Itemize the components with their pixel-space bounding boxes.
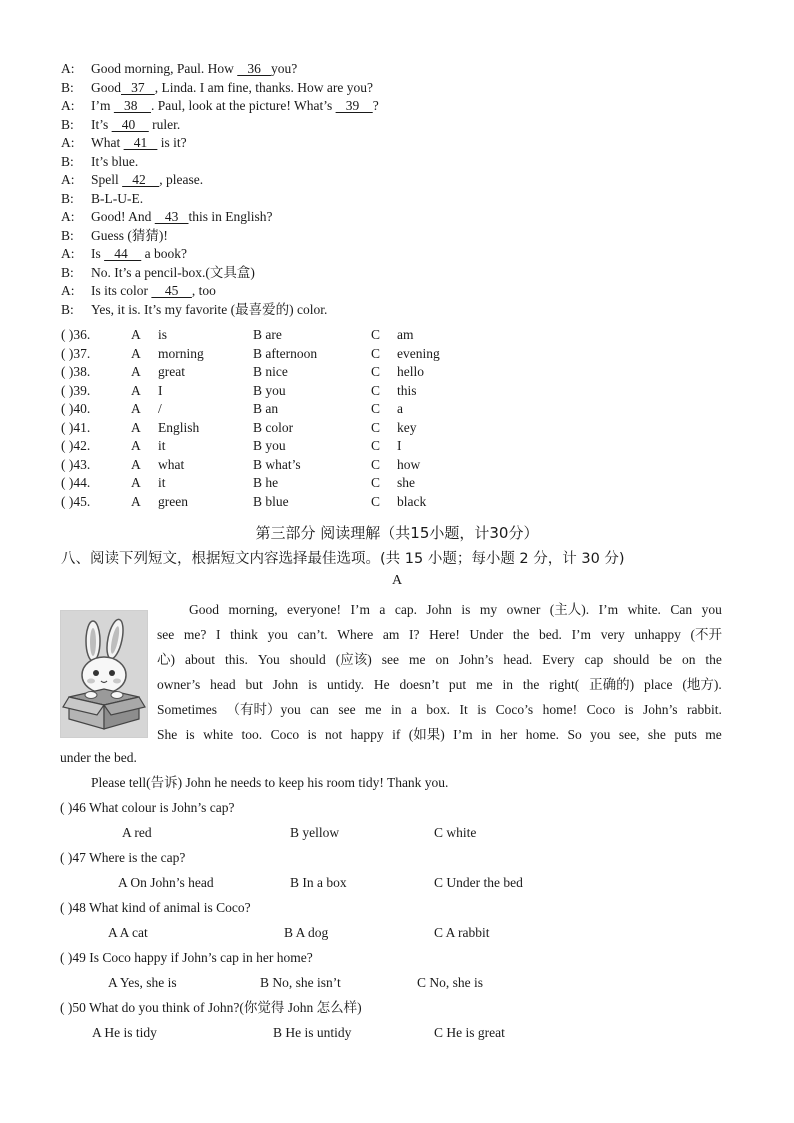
- passage-word: He: [373, 677, 390, 692]
- passage-word: Coco: [270, 727, 300, 742]
- answer-blank: 42: [122, 172, 160, 187]
- speaker-label: B:: [61, 301, 74, 317]
- dialogue-text: Good! And: [91, 209, 155, 224]
- dialogue-text: a book?: [141, 246, 187, 261]
- answer-blank: 45: [151, 283, 192, 298]
- passage-word: owner: [506, 602, 541, 617]
- passage-word: see: [157, 627, 175, 642]
- passage-word: me?: [183, 627, 207, 642]
- passage-word: home!: [542, 702, 578, 717]
- passage-word: John: [272, 677, 299, 692]
- dialogue-text: No. It’s a pencil-box.(文具盒): [91, 264, 255, 280]
- dialogue-text: ruler.: [148, 116, 181, 132]
- passage-word: (地方).: [682, 677, 722, 692]
- option-row: [61, 493, 741, 512]
- answer-option-b: B yellow: [290, 825, 340, 840]
- passage-word: Coco’s: [495, 702, 534, 717]
- passage-word: 正确的): [589, 677, 635, 692]
- dialogue-line: [61, 227, 741, 246]
- dialogue-line: [61, 208, 741, 227]
- dialogue-text: Is its color: [91, 283, 152, 298]
- option-row: [61, 326, 741, 345]
- passage-word: is: [308, 677, 318, 692]
- speaker-label: A:: [61, 209, 75, 224]
- passage-word: John’s: [643, 702, 678, 717]
- option-b: B nice: [253, 364, 288, 379]
- option-b: B what’s: [253, 456, 301, 472]
- dialogue-text: Yes, it is. It’s my favorite (最喜爱的) color.: [91, 301, 328, 317]
- option-a-letter: A: [131, 401, 141, 416]
- speaker-label: A:: [61, 172, 75, 187]
- passage-word: a: [410, 702, 417, 717]
- option-c-text: evening: [397, 345, 440, 361]
- question-stem: ( )49 Is Coco happy if John’s cap in her home?: [60, 950, 313, 965]
- option-row: [61, 345, 741, 364]
- option-c-letter: C: [371, 438, 381, 453]
- passage-word: puts: [674, 727, 697, 742]
- option-a-text: it: [158, 438, 166, 453]
- passage-word: everyone!: [287, 602, 341, 617]
- dialogue-text: , too: [191, 283, 216, 298]
- section-title: 第三部分 阅读理解（共15小题，计30分）: [255, 524, 539, 542]
- passage-word: think: [230, 627, 258, 642]
- dialogue-text: Spell: [91, 172, 123, 187]
- passage-word: her: [500, 727, 518, 742]
- option-a-letter: A: [131, 438, 141, 453]
- question-number: ( )36.: [61, 327, 91, 342]
- passage-word: I’m: [571, 627, 592, 642]
- passage-word: is: [307, 727, 317, 742]
- passage-word: is: [477, 702, 487, 717]
- answer-blank: 39: [335, 98, 373, 113]
- passage-word: you: [267, 627, 288, 642]
- dialogue-text: Good: [91, 79, 121, 95]
- passage-word: she: [647, 727, 666, 742]
- option-a-text: English: [158, 419, 200, 435]
- answer-option-b: B No, she isn’t: [260, 975, 341, 990]
- answer-option-c: C He is great: [434, 1025, 505, 1040]
- passage-word: in: [502, 677, 513, 692]
- question-number: ( )44.: [61, 475, 91, 490]
- answer-blank: 43: [154, 209, 189, 224]
- passage-word: Every: [542, 652, 575, 667]
- option-c-text: this: [397, 382, 417, 398]
- option-c-text: key: [397, 419, 417, 435]
- passage-word: is: [461, 602, 471, 617]
- option-c-letter: C: [371, 419, 381, 435]
- option-c-text: black: [397, 493, 427, 509]
- question-options: [60, 870, 740, 895]
- speaker-label: A:: [61, 283, 75, 298]
- question-number: ( )45.: [61, 493, 91, 509]
- passage-word: doesn’t: [399, 677, 440, 692]
- passage-word: bed.: [539, 627, 562, 642]
- passage-word: (不开: [690, 627, 722, 642]
- dialogue-text: this in English?: [188, 209, 273, 224]
- passage-word: can: [310, 702, 329, 717]
- option-a-text: /: [158, 401, 162, 416]
- option-c-text: how: [397, 456, 421, 472]
- speaker-label: B:: [61, 227, 74, 243]
- option-a-text: it: [158, 475, 166, 490]
- cloze-dialogue: [61, 60, 741, 319]
- passage-word: right(: [549, 677, 580, 692]
- passage-word: is: [624, 702, 634, 717]
- option-a-text: I: [158, 382, 163, 398]
- passage-word: see: [381, 652, 399, 667]
- answer-blank: 40: [111, 116, 149, 132]
- passage-word: about: [184, 652, 215, 667]
- passage-word: I’m: [453, 727, 473, 742]
- question-options: [60, 920, 740, 945]
- passage-word: this.: [224, 652, 248, 667]
- answer-option-b: B He is untidy: [273, 1025, 352, 1040]
- passage-word: on: [435, 652, 449, 667]
- passage-word: you: [701, 602, 722, 617]
- speaker-label: B:: [61, 116, 74, 132]
- passage-word: too.: [241, 727, 263, 742]
- option-c-text: she: [397, 475, 415, 490]
- dialogue-line: [61, 171, 741, 190]
- passage-word: if: [392, 727, 401, 742]
- speaker-label: A:: [61, 135, 75, 150]
- passage-word: Where: [337, 627, 374, 642]
- dialogue-text: is it?: [157, 135, 187, 150]
- question-stem: ( )50 What do you think of John?(你觉得 John 怎么样): [60, 1000, 362, 1015]
- dialogue-text: , please.: [159, 172, 204, 187]
- dialogue-line: [61, 134, 741, 153]
- dialogue-line: [61, 190, 741, 209]
- passage-word: happy: [350, 727, 384, 742]
- answer-option-a: A He is tidy: [92, 1025, 157, 1040]
- answer-option-b: B In a box: [290, 875, 347, 890]
- passage-line: [157, 622, 722, 647]
- passage-word: (应该): [335, 652, 372, 667]
- answer-option-c: C white: [434, 825, 477, 840]
- passage-word: It: [459, 702, 468, 717]
- option-b: B are: [253, 327, 282, 342]
- passage-word: see: [338, 702, 356, 717]
- option-a-text: what: [158, 456, 185, 472]
- dialogue-text: . Paul, look at the picture! What’s: [151, 98, 336, 113]
- question-number: ( )38.: [61, 364, 91, 379]
- passage-line: [157, 697, 722, 722]
- option-a-text: is: [158, 327, 168, 342]
- option-row: [61, 437, 741, 456]
- dialogue-text: It’s: [91, 116, 112, 132]
- passage-word: in: [481, 727, 492, 742]
- passage-word: my: [479, 602, 498, 617]
- passage-word: unhappy: [634, 627, 681, 642]
- dialogue-text: It’s blue.: [91, 153, 139, 169]
- passage-word: should: [289, 652, 326, 667]
- passage-word: Can: [670, 602, 693, 617]
- passage-word: home.: [525, 727, 560, 742]
- dialogue-text: I’m: [91, 98, 114, 113]
- passage-word: 心): [157, 652, 175, 667]
- speaker-label: A:: [61, 61, 75, 76]
- option-c-text: I: [397, 438, 402, 453]
- passage-word: owner’s: [157, 677, 201, 692]
- option-c-text: am: [397, 327, 414, 342]
- answer-option-c: C A rabbit: [434, 925, 490, 940]
- speaker-label: B:: [61, 264, 74, 280]
- passage-word: me: [365, 702, 382, 717]
- passage-word: John: [426, 602, 452, 617]
- question-options: [60, 1020, 740, 1045]
- option-c-letter: C: [371, 475, 381, 490]
- passage-word: You: [257, 652, 280, 667]
- answer-option-a: A A cat: [108, 925, 148, 940]
- passage-label: A: [391, 573, 403, 588]
- option-b: B you: [253, 438, 286, 453]
- option-b: B blue: [253, 493, 289, 509]
- dialogue-line: [61, 116, 741, 135]
- passage-word: box.: [426, 702, 451, 717]
- option-a-letter: A: [131, 475, 141, 490]
- option-c-letter: C: [371, 345, 381, 361]
- speaker-label: B:: [61, 79, 74, 95]
- dialogue-line: [61, 153, 741, 172]
- passage-word: not: [324, 727, 343, 742]
- option-a-letter: A: [131, 382, 141, 398]
- passage-word: I: [216, 627, 221, 642]
- option-b: B you: [253, 382, 286, 398]
- dialogue-text: What: [91, 135, 124, 150]
- passage-word: rabbit.: [686, 702, 722, 717]
- passage-word: (主人).: [549, 602, 590, 617]
- passage-word: in: [391, 702, 402, 717]
- passage-word: place: [644, 677, 673, 692]
- speaker-label: A:: [61, 246, 75, 261]
- dialogue-text: Good morning, Paul. How: [91, 61, 238, 76]
- reading-instruction: 八、阅读下列短文，根据短文内容选择最佳选项。(共 15 小题；每小题 2 分，计 30 分): [61, 551, 625, 567]
- speaker-label: B:: [61, 190, 74, 206]
- option-a-letter: A: [131, 419, 141, 435]
- dialogue-line: [61, 60, 741, 79]
- dialogue-text: B-L-U-E.: [91, 190, 144, 206]
- question-number: ( )39.: [61, 382, 91, 398]
- speaker-label: B:: [61, 153, 74, 169]
- passage-line: [157, 722, 722, 747]
- answer-option-c: C No, she is: [417, 975, 484, 990]
- dialogue-text: ?: [372, 98, 379, 113]
- passage-word: am: [382, 627, 400, 642]
- question-number: ( )43.: [61, 456, 91, 472]
- option-c-letter: C: [371, 456, 381, 472]
- dialogue-text: Is: [91, 246, 105, 261]
- question-number: ( )41.: [61, 419, 91, 435]
- answer-option-a: A On John’s head: [118, 875, 214, 890]
- option-row: [61, 474, 741, 493]
- answer-blank: 44: [104, 246, 142, 261]
- dialogue-line: [61, 97, 741, 116]
- passage-word: me: [705, 727, 722, 742]
- question-stem: ( )46 What colour is John’s cap?: [60, 800, 235, 815]
- passage-word: should: [613, 652, 650, 667]
- option-row: [61, 400, 741, 419]
- passage-line: [157, 597, 722, 622]
- passage-word: Sometimes: [157, 702, 217, 717]
- option-c-text: hello: [397, 364, 424, 379]
- dialogue-text: you?: [271, 61, 298, 76]
- passage-word: (如果): [408, 727, 445, 742]
- passage-word: white: [203, 727, 234, 742]
- passage-word: is: [185, 727, 195, 742]
- passage-word: the: [522, 677, 540, 692]
- passage-tail: under the bed.: [60, 750, 137, 765]
- option-c-text: a: [397, 401, 403, 416]
- option-a-letter: A: [131, 456, 141, 472]
- passage-word: the: [705, 652, 722, 667]
- option-c-letter: C: [371, 364, 381, 379]
- passage-word: I’m: [350, 602, 370, 617]
- passage-word: cap: [584, 652, 604, 667]
- answer-option-a: A red: [122, 825, 152, 840]
- passage-word: see,: [618, 727, 640, 742]
- passage-word: can’t.: [297, 627, 328, 642]
- option-a-text: green: [158, 493, 188, 509]
- option-a-text: morning: [158, 345, 204, 361]
- option-a-letter: A: [131, 327, 141, 342]
- passage-word: the: [512, 627, 530, 642]
- option-a-text: great: [158, 364, 185, 379]
- speaker-label: A:: [61, 98, 75, 113]
- passage-word: you: [590, 727, 611, 742]
- passage-line: [157, 647, 722, 672]
- answer-option-c: C Under the bed: [434, 875, 523, 890]
- question-options: [60, 970, 740, 995]
- option-row: [61, 363, 741, 382]
- option-b: B color: [253, 419, 294, 435]
- option-b: B he: [253, 475, 279, 490]
- dialogue-line: [61, 301, 741, 320]
- passage-word: I’m: [598, 602, 619, 617]
- option-c-letter: C: [371, 493, 381, 509]
- question-stem: ( )47 Where is the cap?: [60, 850, 186, 865]
- passage-word: I?: [409, 627, 420, 642]
- answer-blank: 36: [237, 61, 271, 76]
- answer-option-b: B A dog: [284, 925, 329, 940]
- question-number: ( )37.: [61, 345, 91, 361]
- passage-word: put: [448, 677, 467, 692]
- passage-word: morning,: [228, 602, 278, 617]
- dialogue-line: [61, 79, 741, 98]
- cloze-options: [61, 326, 741, 511]
- passage-word: on: [681, 652, 696, 667]
- option-a-letter: A: [131, 493, 141, 509]
- dialogue-line: [61, 245, 741, 264]
- passage-word: （有时）you: [226, 702, 301, 717]
- answer-option-a: A Yes, she is: [108, 975, 177, 990]
- question-number: ( )42.: [61, 438, 91, 453]
- passage-word: be: [659, 652, 672, 667]
- passage-word: white.: [627, 602, 661, 617]
- passage-word: cap.: [394, 602, 417, 617]
- option-b: B afternoon: [253, 345, 318, 361]
- passage-word: Here!: [429, 627, 460, 642]
- passage-word: head.: [503, 652, 533, 667]
- dialogue-text: Guess (猜猜)!: [91, 227, 168, 243]
- passage-word: Good: [189, 602, 219, 617]
- passage-word: but: [245, 677, 263, 692]
- answer-blank: 41: [123, 135, 158, 150]
- passage-word: Under: [469, 627, 504, 642]
- passage-end: Please tell(告诉) John he needs to keep his room tidy! Thank you.: [91, 775, 449, 790]
- question-options: [60, 820, 740, 845]
- passage-word: me: [476, 677, 493, 692]
- passage-word: So: [567, 727, 582, 742]
- option-b: B an: [253, 401, 279, 416]
- passage-word: very: [600, 627, 625, 642]
- passage-word: me: [408, 652, 426, 667]
- passage-line: [157, 672, 722, 697]
- option-row: [61, 456, 741, 475]
- option-a-letter: A: [131, 364, 141, 379]
- passage-word: untidy.: [326, 677, 364, 692]
- passage-word: Coco: [586, 702, 616, 717]
- passage-word: a: [379, 602, 386, 617]
- option-c-letter: C: [371, 327, 381, 342]
- passage-word: She: [157, 727, 178, 742]
- option-row: [61, 419, 741, 438]
- dialogue-line: [61, 264, 741, 283]
- answer-blank: 37: [121, 79, 155, 95]
- passage-text: [157, 597, 722, 747]
- option-c-letter: C: [371, 382, 381, 398]
- option-a-letter: A: [131, 345, 141, 361]
- option-row: [61, 382, 741, 401]
- passage-word: John’s: [458, 652, 494, 667]
- answer-blank: 38: [113, 98, 151, 113]
- dialogue-text: , Linda. I am fine, thanks. How are you?: [154, 79, 373, 95]
- question-stem: ( )48 What kind of animal is Coco?: [60, 900, 251, 915]
- option-c-letter: C: [371, 401, 381, 416]
- passage-word: head: [210, 677, 236, 692]
- rabbit-in-box-illustration: [60, 610, 148, 738]
- question-number: ( )40.: [61, 401, 91, 416]
- dialogue-line: [61, 282, 741, 301]
